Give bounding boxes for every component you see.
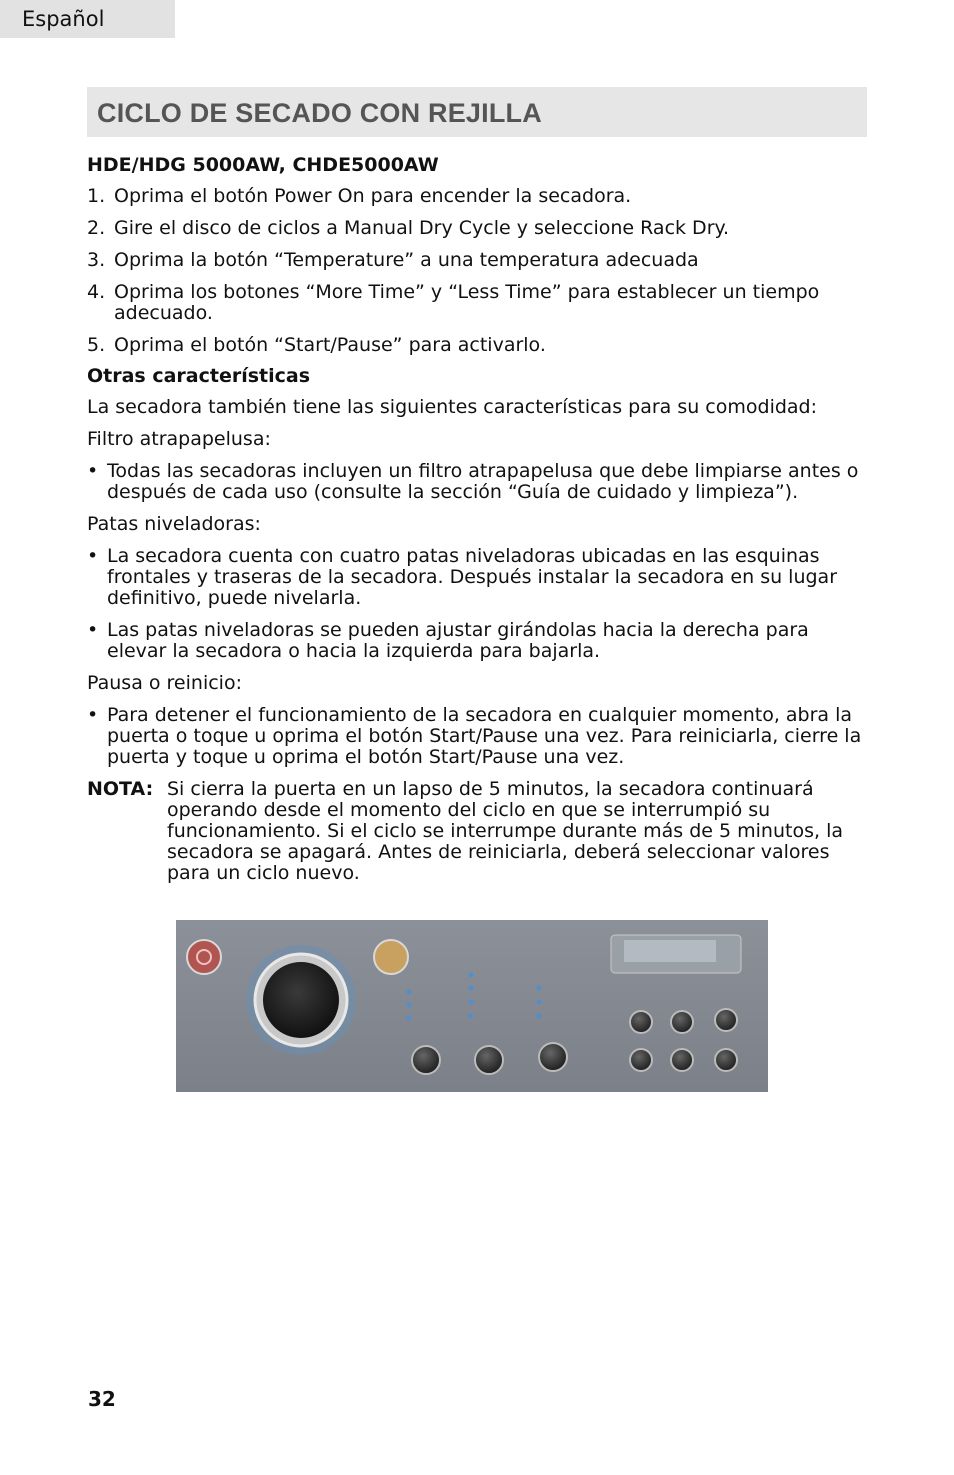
step-text: Gire el disco de ciclos a Manual Dry Cycle y seleccione Rack Dry. bbox=[114, 217, 730, 239]
section-title: CICLO DE SECADO CON REJILLA bbox=[97, 98, 542, 128]
leveling-legs-label: Patas niveladoras: bbox=[87, 513, 261, 535]
step-number: 1. bbox=[87, 185, 106, 207]
note-block bbox=[87, 779, 867, 884]
step-number: 4. bbox=[87, 281, 106, 303]
language-tab bbox=[0, 0, 175, 38]
step-text: Oprima el botón Power On para encender la secadora. bbox=[114, 185, 632, 207]
step-item bbox=[87, 218, 867, 239]
display-screen-icon bbox=[611, 935, 741, 973]
bullet-text: La secadora cuenta con cuatro patas niveladoras ubicadas en las esquinas frontales y traseras de la secadora. Después instalar la secadora en su lugar definitivo, puede nivelarla. bbox=[107, 545, 838, 609]
bullet-text: Las patas niveladoras se pueden ajustar girándolas hacia la derecha para elevar la secadora o hacia la izquierda para bajarla. bbox=[107, 619, 809, 662]
bullet-text: Para detener el funcionamiento de la secadora en cualquier momento, abra la puerta o toque u oprima el botón Start/Pause una vez. Para reiniciarla, cierre la puerta y toque u oprima el botón Start/Pause una vez. bbox=[107, 704, 862, 768]
bullet-glyph: • bbox=[87, 545, 99, 567]
step-item bbox=[87, 186, 867, 207]
step-text: Oprima el botón “Start/Pause” para activarlo. bbox=[114, 334, 546, 356]
note-text: Si cierra la puerta en un lapso de 5 minutos, la secadora continuará operando desde el momento del ciclo en que se interrumpió su funcionamiento. Si el ciclo se interrumpe durante más de 5 minutos, la secadora se apagará. Antes de reiniciarla, deberá seleccionar valores para un ciclo nuevo. bbox=[167, 778, 843, 884]
bullet-item bbox=[87, 620, 867, 662]
bullet-item bbox=[87, 461, 867, 503]
step-number: 2. bbox=[87, 217, 106, 239]
control-panel-image bbox=[176, 920, 768, 1092]
power-button-icon bbox=[187, 940, 221, 974]
language-label: Español bbox=[22, 7, 105, 31]
step-text: Oprima la botón “Temperature” a una temperatura adecuada bbox=[114, 249, 699, 271]
bullet-item bbox=[87, 546, 867, 609]
bullet-glyph: • bbox=[87, 460, 99, 482]
bullet-glyph: • bbox=[87, 619, 99, 641]
pause-label: Pausa o reinicio: bbox=[87, 672, 242, 694]
step-number: 5. bbox=[87, 334, 106, 356]
bullet-glyph: • bbox=[87, 704, 99, 726]
cycle-dial-icon bbox=[246, 945, 356, 1055]
section-banner bbox=[87, 87, 867, 137]
bullet-text: Todas las secadoras incluyen un filtro atrapapelusa que debe limpiarse antes o después de cada uso (consulte la sección “Guía de cuidado y limpieza”). bbox=[107, 460, 859, 503]
step-item bbox=[87, 335, 867, 356]
step-text: Oprima los botones “More Time” y “Less Time” para establecer un tiempo adecuado. bbox=[114, 281, 820, 324]
main-content bbox=[87, 155, 867, 884]
step-item bbox=[87, 250, 867, 271]
step-number: 3. bbox=[87, 249, 106, 271]
step-item bbox=[87, 282, 867, 324]
other-features-heading: Otras características bbox=[87, 365, 311, 387]
page-number: 32 bbox=[88, 1387, 116, 1411]
note-label: NOTA: bbox=[87, 778, 154, 800]
intro-text: La secadora también tiene las siguientes características para su comodidad: bbox=[87, 396, 818, 418]
model-heading: HDE/HDG 5000AW, CHDE5000AW bbox=[87, 154, 439, 176]
lint-filter-label: Filtro atrapapelusa: bbox=[87, 428, 271, 450]
bullet-item bbox=[87, 705, 867, 768]
start-pause-icon bbox=[374, 940, 408, 974]
